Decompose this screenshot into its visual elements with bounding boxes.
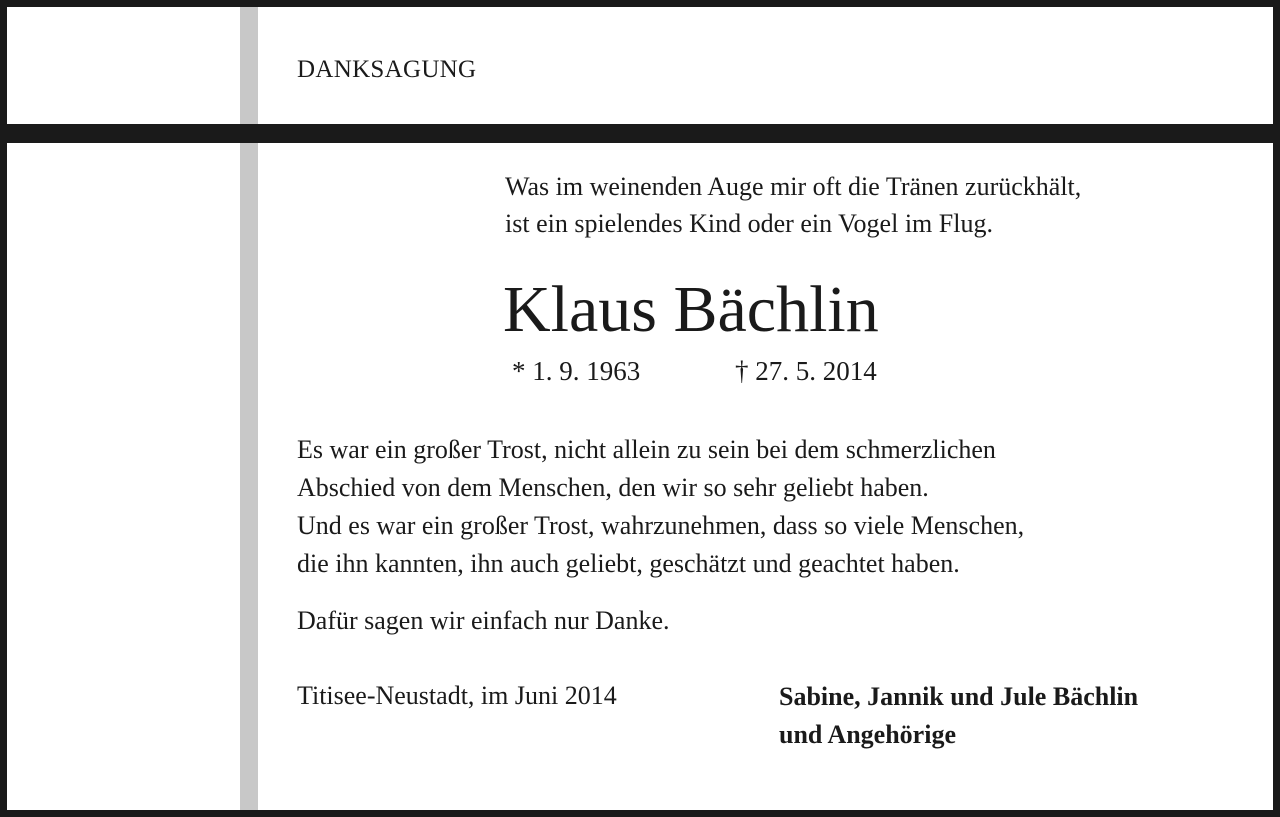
deceased-name: Klaus Bächlin: [503, 273, 879, 346]
message-line: Und es war ein großer Trost, wahrzunehmen, dass so viele Menschen,: [297, 511, 1025, 540]
side-stripe-bottom: [240, 143, 258, 810]
message-line: die ihn kannten, ihn auch geliebt, geschätzt und geachtet haben.: [297, 549, 960, 578]
signer-line: und Angehörige: [779, 720, 956, 749]
message-line: Es war ein großer Trost, nicht allein zu sein bei dem schmerzlichen: [297, 435, 996, 464]
message-line: Abschied von dem Menschen, den wir so sehr geliebt haben.: [297, 473, 929, 502]
signer-line: Sabine, Jannik und Jule Bächlin: [779, 682, 1139, 711]
side-stripe-top: [240, 7, 258, 124]
birth-date: * 1. 9. 1963: [512, 356, 641, 386]
quote: [505, 168, 1081, 242]
message-text: [297, 431, 1024, 583]
thanks-text: Dafür sagen wir einfach nur Danke.: [297, 606, 670, 635]
quote-line: Was im weinenden Auge mir oft die Tränen zurückhält,: [505, 172, 1082, 201]
place-date: Titisee-Neustadt, im Juni 2014: [297, 681, 617, 710]
quote-line: ist ein spielendes Kind oder ein Vogel im Flug.: [505, 209, 993, 238]
notice-heading: DANKSAGUNG: [297, 56, 477, 83]
death-date: † 27. 5. 2014: [735, 356, 877, 386]
signers: [779, 678, 1138, 754]
divider-bar: [0, 124, 1280, 143]
